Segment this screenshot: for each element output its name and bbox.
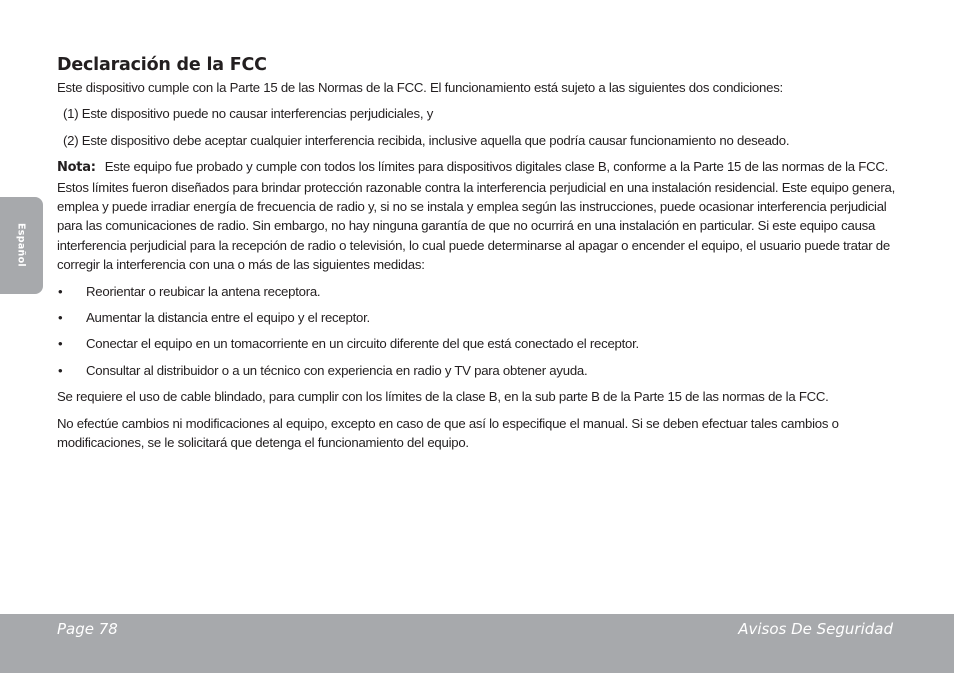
condition-1: (1) Este dispositivo puede no causar interferencias perjudiciales, y <box>63 106 434 122</box>
list-item <box>57 334 897 353</box>
list-item <box>57 308 897 327</box>
note-label: Nota: <box>57 160 96 176</box>
fcc-declaration-section <box>57 53 897 453</box>
footer-section-title: Avisos De Seguridad <box>738 620 893 638</box>
list-item <box>57 282 897 301</box>
page-footer <box>0 614 954 673</box>
language-tab <box>0 197 43 294</box>
bullet-icon: • <box>58 310 63 326</box>
list-item-text: Conectar el equipo en un tomacorriente en un circuito diferente del que está conectado el receptor. <box>86 336 639 352</box>
list-item-text: Reorientar o reubicar la antena receptora. <box>86 283 321 299</box>
measures-list <box>57 282 897 381</box>
bullet-icon: • <box>58 336 63 352</box>
language-tab-label: Español <box>15 222 27 268</box>
condition-2: (2) Este dispositivo debe aceptar cualquier interferencia recibida, inclusive aquella que podría causar funcionamiento no deseado. <box>63 132 790 148</box>
note-text: Este equipo fue probado y cumple con todos los límites para dispositivos digitales clase B, conforme a la Parte 15 de las normas de la FCC. Estos límites fueron diseñados para brindar protección razonable contra la interferencia perjudicial en una instalación residencial. Este equipo genera, emplea y puede irradiar energía de frecuencia de radio y, si no se instala y emplea según las instrucciones, puede ocasionar interferencia perjudicial para las comunicaciones de radio. Sin embargo, no hay ninguna garantía de que no ocurrirá en una instalación en particular. Si este equipo causa interferencia perjudicial para la recepción de radio o televisión, lo cual puede determinarse al apagar o encender el equipo, el usuario puede tratar de corregir la interferencia con una o más de las siguientes medidas: <box>57 159 896 273</box>
bullet-icon: • <box>58 362 63 378</box>
list-item-text: Aumentar la distancia entre el equipo y el receptor. <box>86 310 370 326</box>
bullet-icon: • <box>58 283 63 299</box>
shielded-cable-paragraph: Se requiere el uso de cable blindado, para cumplir con los límites de la clase B, en la sub parte B de la Parte 15 de las normas de la FCC. <box>57 389 829 405</box>
note-paragraph <box>57 157 897 274</box>
list-item <box>57 361 897 380</box>
modifications-paragraph: No efectúe cambios ni modificaciones al equipo, excepto en caso de que así lo especifique el manual. Si se deben efectuar tales cambios o modificaciones, se le solicitará que detenga el funcionamiento del equipo. <box>57 415 839 451</box>
page-number: Page 78 <box>57 620 118 638</box>
intro-paragraph: Este dispositivo cumple con la Parte 15 de las Normas de la FCC. El funcionamiento está sujeto a las siguientes dos condiciones: <box>57 80 783 95</box>
list-item-text: Consultar al distribuidor o a un técnico con experiencia en radio y TV para obtener ayuda. <box>86 362 588 378</box>
section-title: Declaración de la FCC <box>57 55 267 75</box>
